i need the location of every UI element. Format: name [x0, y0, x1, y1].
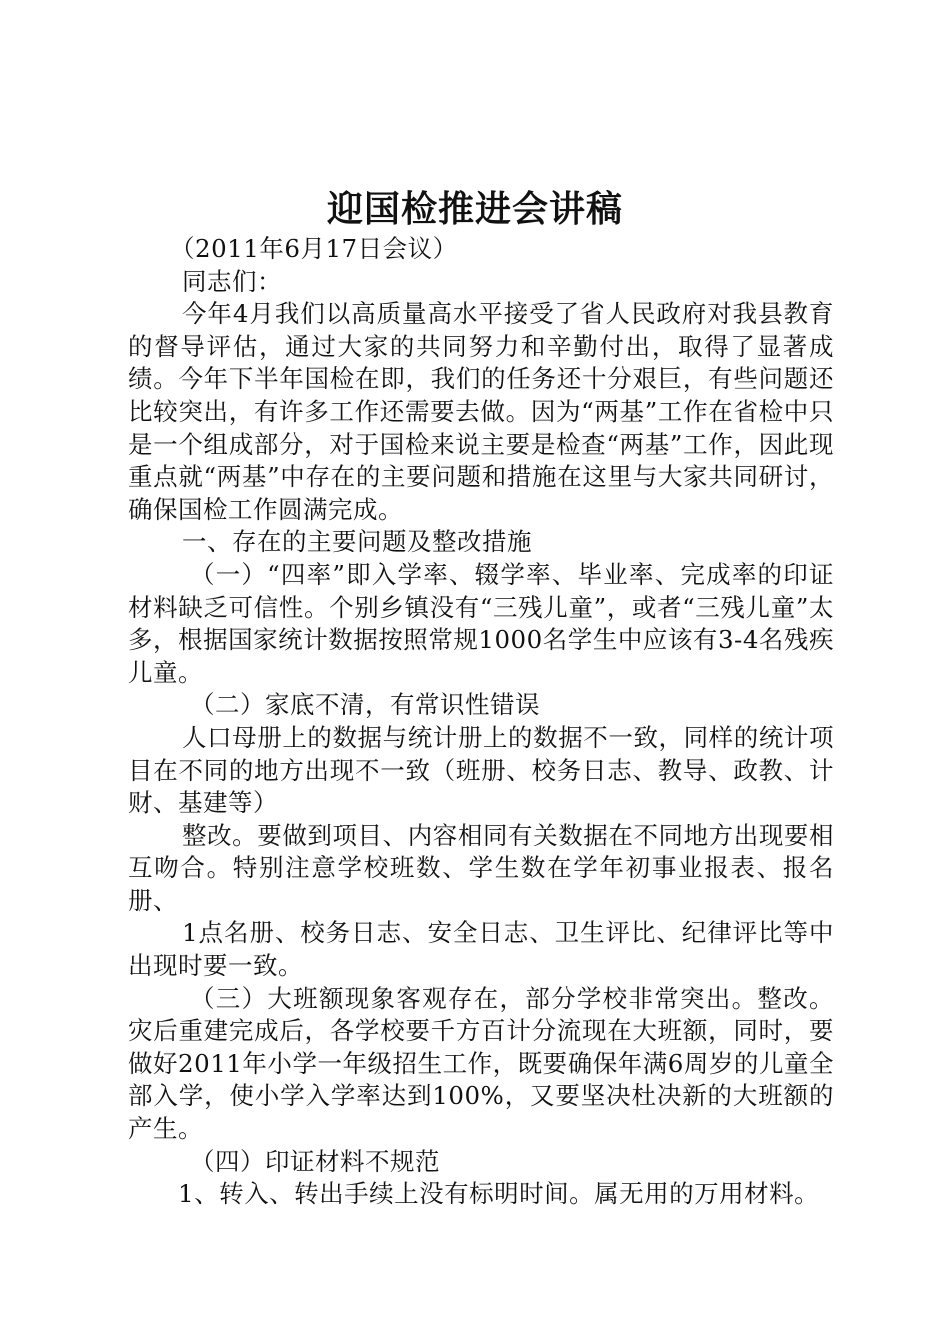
paragraph: （三）大班额现象客观存在，部分学校非常突出。整改。灾后重建完成后，各学校要千方百计分流现在大班额，同时，要做好2011年小学一年级招生工作，既要确保年满6周岁的儿童全部入学，使小学入学率达到100%，又要坚决杜决新的大班额的产生。	[128, 983, 834, 1144]
paragraph: 整改。要做到项目、内容相同有关数据在不同地方出现要相互吻合。特别注意学校班数、学生数在学年初事业报表、报名册、	[128, 820, 834, 915]
paragraph: （四）印证材料不规范	[190, 1146, 440, 1176]
document-body	[128, 233, 834, 1211]
paragraph: 同志们：	[182, 266, 282, 296]
paragraph: 1、转入、转出手续上没有标明时间。属无用的万用材料。	[178, 1179, 820, 1209]
paragraph: 1点名册、校务日志、安全日志、卫生评比、纪律评比等中出现时要一致。	[128, 918, 834, 981]
paragraph: 今年4月我们以高质量高水平接受了省人民政府对我县教育的督导评估，通过大家的共同努力和辛勤付出，取得了显著成绩。今年下半年国检在即，我们的任务还十分艰巨，有些问题还比较突出，有许多工作还需要去做。因为“两基”工作在省检中只是一个组成部分，对于国检来说主要是检查“两基”工作，因此现重点就“两基”中存在的主要问题和措施在这里与大家共同研讨，确保国检工作圆满完成。	[128, 299, 834, 524]
paragraph: （二）家底不清，有常识性错误	[190, 690, 540, 720]
paragraph: （一）“四率”即入学率、辍学率、毕业率、完成率的印证材料缺乏可信性。个别乡镇没有“三残儿童”，或者“三残儿童”太多，根据国家统计数据按照常规1000名学生中应该有3-4名残疾儿童。	[128, 559, 834, 687]
document-title: 迎国检推进会讲稿	[326, 188, 623, 230]
paragraph: 一、存在的主要问题及整改措施	[182, 527, 532, 557]
paragraph: （2011年6月17日会议）	[170, 234, 458, 263]
paragraph: 人口母册上的数据与统计册上的数据不一致，同样的统计项目在不同的地方出现不一致（班册、校务日志、教导、政教、计财、基建等）	[128, 722, 834, 818]
